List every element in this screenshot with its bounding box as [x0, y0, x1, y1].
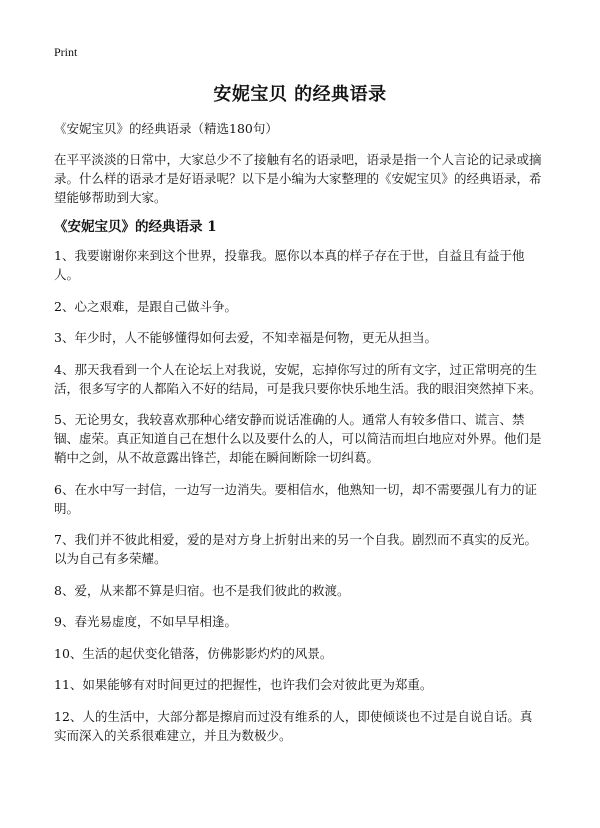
print-link[interactable]: Print: [54, 45, 78, 59]
quote-item: 7、我们并不彼此相爱，爱的是对方身上折射出来的另一个自我。剧烈而不真实的反光。以为自己有多荣耀。: [54, 532, 537, 566]
intro-paragraph: 在平平淡淡的日常中，大家总少不了接触有名的语录吧，语录是指一个人言论的记录或摘录。什么样的语录才是好语录呢？以下是小编为大家整理的《安妮宝贝》的经典语录，希望能够帮助到大家。: [54, 152, 542, 205]
page-title: 安妮宝贝 的经典语录: [213, 84, 387, 105]
quote-item: 10、生活的起伏变化错落，仿佛影影灼灼的风景。: [54, 645, 333, 661]
quote-item: 3、年少时，人不能够懂得如何去爱，不知幸福是何物，更无从担当。: [54, 330, 437, 345]
quote-item: 8、爱，从来都不算是归宿。也不是我们彼此的救渡。: [54, 582, 350, 598]
quote-item: 2、心之艰难，是跟自己做斗争。: [54, 298, 237, 314]
quote-item: 9、春光易虚度，不如早早相逢。: [54, 614, 237, 629]
quote-item: 6、在水中写一封信，一边写一边消失。要相信水，他熟知一切，却不需要强儿有力的证明。: [54, 481, 537, 516]
quote-item: 11、如果能够有对时间更过的把握性，也许我们会对彼此更为郑重。: [54, 677, 433, 692]
quote-item: 1、我要谢谢你来到这个世界，投靠我。愿你以本真的样子存在于世，自益且有益于他人。: [54, 248, 525, 282]
quote-item: 4、那天我看到一个人在论坛上对我说，安妮，忘掉你写过的所有文字，过正常明亮的生活，很多写字的人都陷入不好的结局，可是我只要你快乐地生活。我的眼泪突然掉下来。: [54, 361, 542, 396]
quote-item: 12、人的生活中，大部分都是擦肩而过没有维系的人，即使倾谈也不过是自说自话。真实而深入的关系很难建立，并且为数极少。: [54, 708, 533, 743]
quote-item: 5、无论男女，我较喜欢那种心绪安静而说话准确的人。通常人有较多借口、谎言、禁锢、虚荣。真正知道自己在想什么以及要什么的人，可以简洁而坦白地应对外界。他们是鞘中之剑，从不故意露出锋芒，却能在瞬间断除一切纠葛。: [54, 412, 542, 465]
subtitle: 《安妮宝贝》的经典语录（精选180句）: [54, 121, 278, 136]
quote-list: [54, 246, 542, 757]
section-heading: 《安妮宝贝》的经典语录 1: [54, 219, 217, 235]
